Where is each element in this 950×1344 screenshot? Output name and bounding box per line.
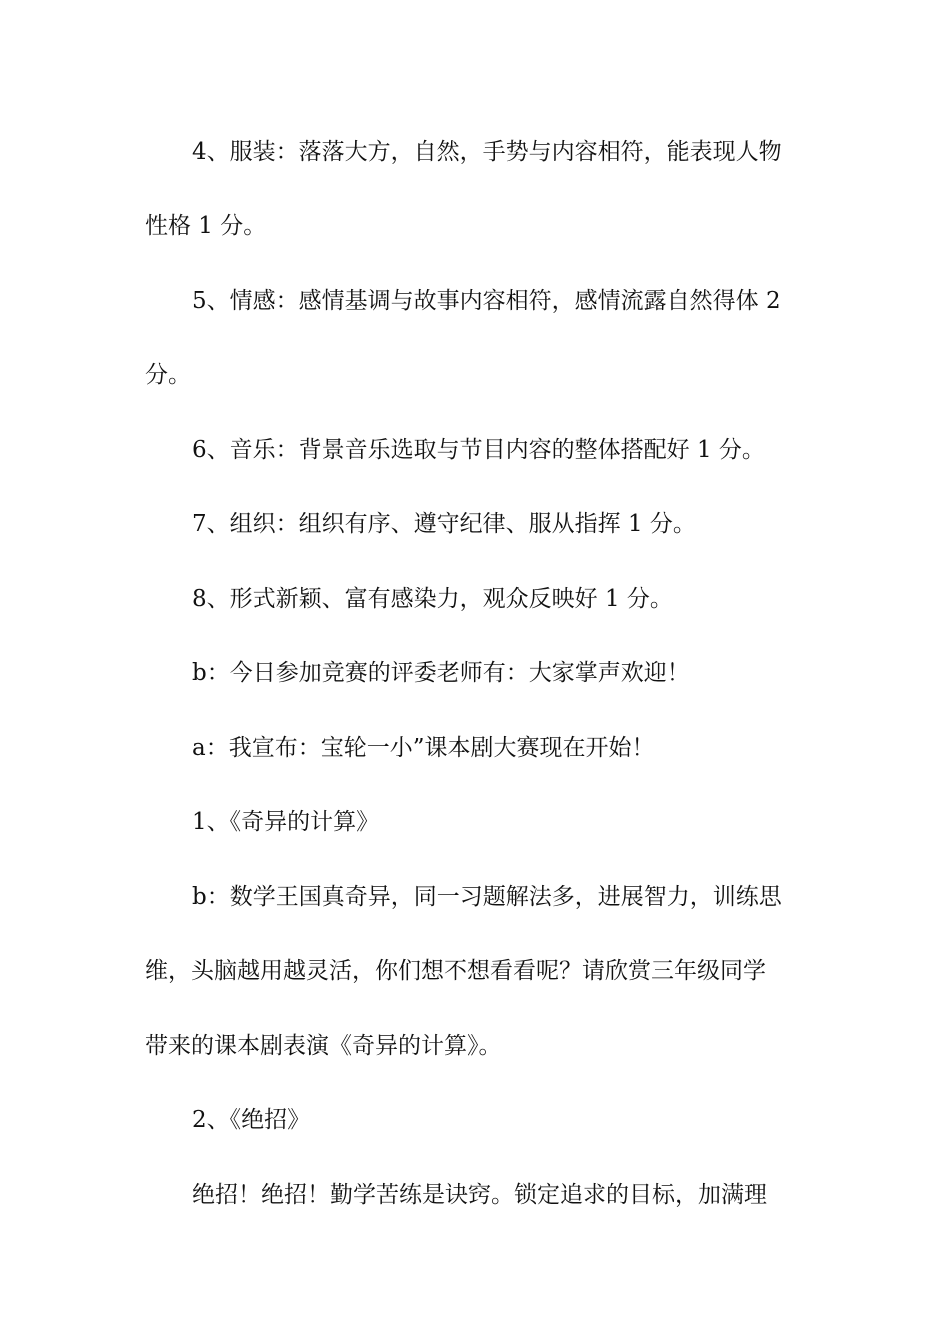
paragraph-emotion: 5、情感：感情基调与故事内容相符，感情流露自然得体 2 [192, 288, 781, 314]
paragraph-organization: 7、组织：组织有序、遵守纪律、服从指挥 1 分。 [192, 511, 696, 537]
program-title-2: 2、《绝招》 [192, 1107, 311, 1133]
paragraph-math: b：数学王国真奇异，同一习题解法多，进展智力，训练思 [192, 884, 782, 910]
paragraph-costume-cont: 性格 1 分。 [145, 213, 267, 239]
paragraph-math-cont-1: 维，头脑越用越灵活，你们想不想看看呢？请欣赏三年级同学 [145, 958, 766, 984]
paragraph-judges: b：今日参加竞赛的评委老师有：大家掌声欢迎！ [192, 660, 690, 686]
paragraph-announcement: a：我宣布：宝轮一小”课本剧大赛现在开始！ [192, 735, 655, 761]
program-title-1: 1、《奇异的计算》 [192, 809, 380, 835]
paragraph-costume: 4、服装：落落大方，自然，手势与内容相符，能表现人物 [192, 139, 782, 165]
paragraph-trick: 绝招！绝招！勤学苦练是诀窍。锁定追求的目标，加满理 [192, 1182, 767, 1208]
paragraph-math-cont-2: 带来的课本剧表演《奇异的计算》。 [145, 1033, 502, 1059]
paragraph-form: 8、形式新颖、富有感染力，观众反映好 1 分。 [192, 586, 673, 612]
paragraph-emotion-cont: 分。 [145, 362, 191, 388]
paragraph-music: 6、音乐：背景音乐选取与节目内容的整体搭配好 1 分。 [192, 437, 765, 463]
